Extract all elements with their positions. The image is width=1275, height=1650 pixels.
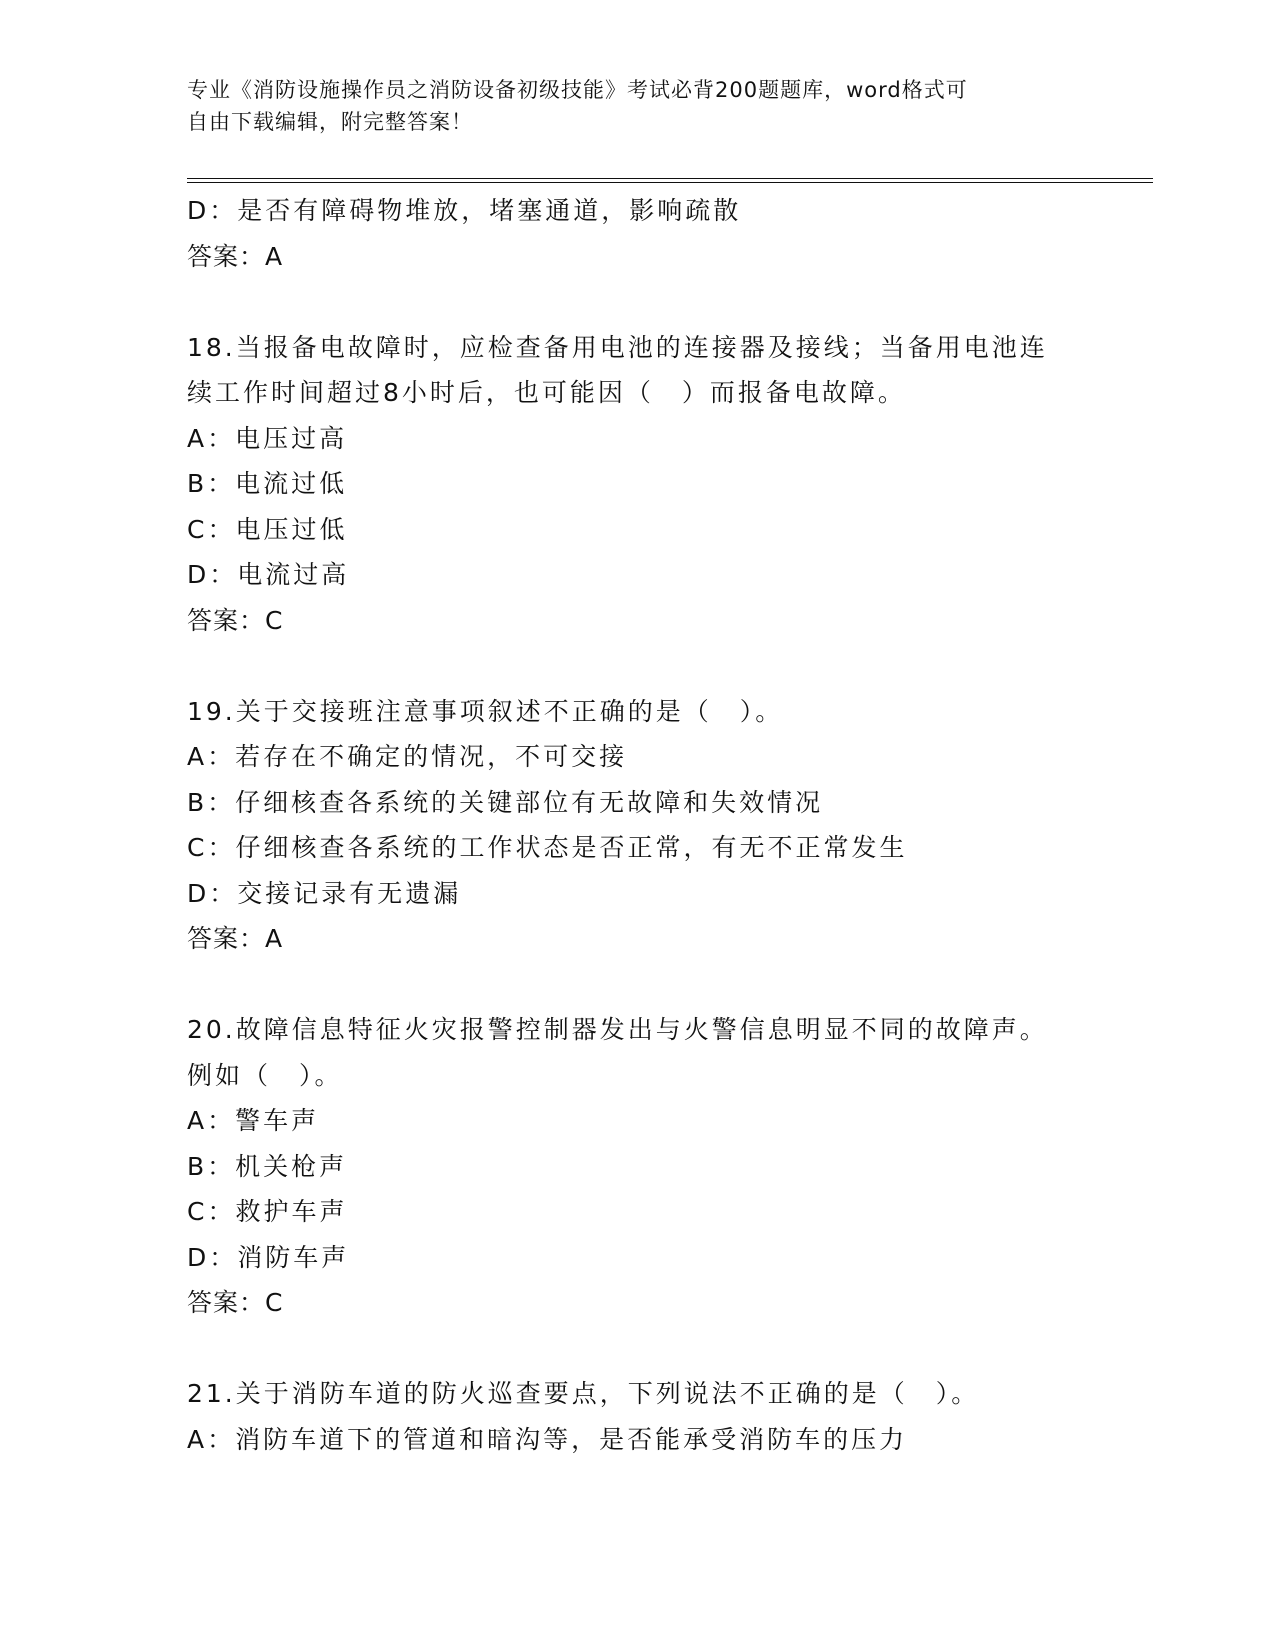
q19-stem-line-1: 19.关于交接班注意事项叙述不正确的是（ ）。 — [187, 696, 784, 726]
spacer — [187, 1326, 1153, 1372]
q20-option-b: B：机关枪声 — [187, 1151, 348, 1181]
header-rule-bottom — [187, 182, 1153, 183]
q18-option-d: D：电流过高 — [187, 560, 350, 589]
header-rule-top — [187, 178, 1153, 179]
q18-stem-line-2: 续工作时间超过8小时后，也可能因（ ）而报备电故障。 — [187, 378, 906, 407]
q20-answer: 答案：C — [187, 1288, 284, 1317]
q18-stem-line-1: 18.当报备电故障时，应检查备用电池的连接器及接线；当备用电池连 — [187, 332, 1048, 362]
q18-option-b: B：电流过低 — [187, 469, 348, 498]
q21-option-a: A：消防车道下的管道和暗沟等，是否能承受消防车的压力 — [187, 1424, 908, 1454]
q20-stem-line-2: 例如（ ）。 — [187, 1060, 343, 1090]
spacer — [187, 962, 1153, 1008]
q19-option-b: B：仔细核查各系统的关键部位有无故障和失效情况 — [187, 787, 824, 817]
header-line-1: 专业《消防设施操作员之消防设备初级技能》考试必背200题题库，word格式可 — [187, 78, 968, 102]
prev-option-d: D：是否有障碍物堆放，堵塞通道，影响疏散 — [187, 196, 742, 225]
q19-option-a: A：若存在不确定的情况，不可交接 — [187, 742, 628, 771]
header-line-2: 自由下载编辑，附完整答案！ — [187, 110, 473, 134]
q18-answer: 答案：C — [187, 605, 284, 635]
q19-option-d: D：交接记录有无遗漏 — [187, 878, 462, 908]
spacer — [187, 643, 1153, 689]
document-body — [187, 188, 1153, 1462]
spacer — [187, 279, 1153, 325]
prev-answer: 答案：A — [187, 241, 284, 271]
q19-option-c: C：仔细核查各系统的工作状态是否正常，有无不正常发生 — [187, 833, 908, 862]
q20-option-a: A：警车声 — [187, 1106, 320, 1135]
q20-option-d: D：消防车声 — [187, 1242, 350, 1272]
q19-answer: 答案：A — [187, 924, 284, 953]
q18-option-c: C：电压过低 — [187, 514, 348, 544]
q20-stem-line-1: 20.故障信息特征火灾报警控制器发出与火警信息明显不同的故障声。 — [187, 1015, 1048, 1044]
q20-option-c: C：救护车声 — [187, 1197, 348, 1226]
document-header — [187, 74, 1087, 138]
q21-stem-line-1: 21.关于消防车道的防火巡查要点，下列说法不正确的是（ ）。 — [187, 1379, 980, 1408]
q18-option-a: A：电压过高 — [187, 423, 348, 453]
